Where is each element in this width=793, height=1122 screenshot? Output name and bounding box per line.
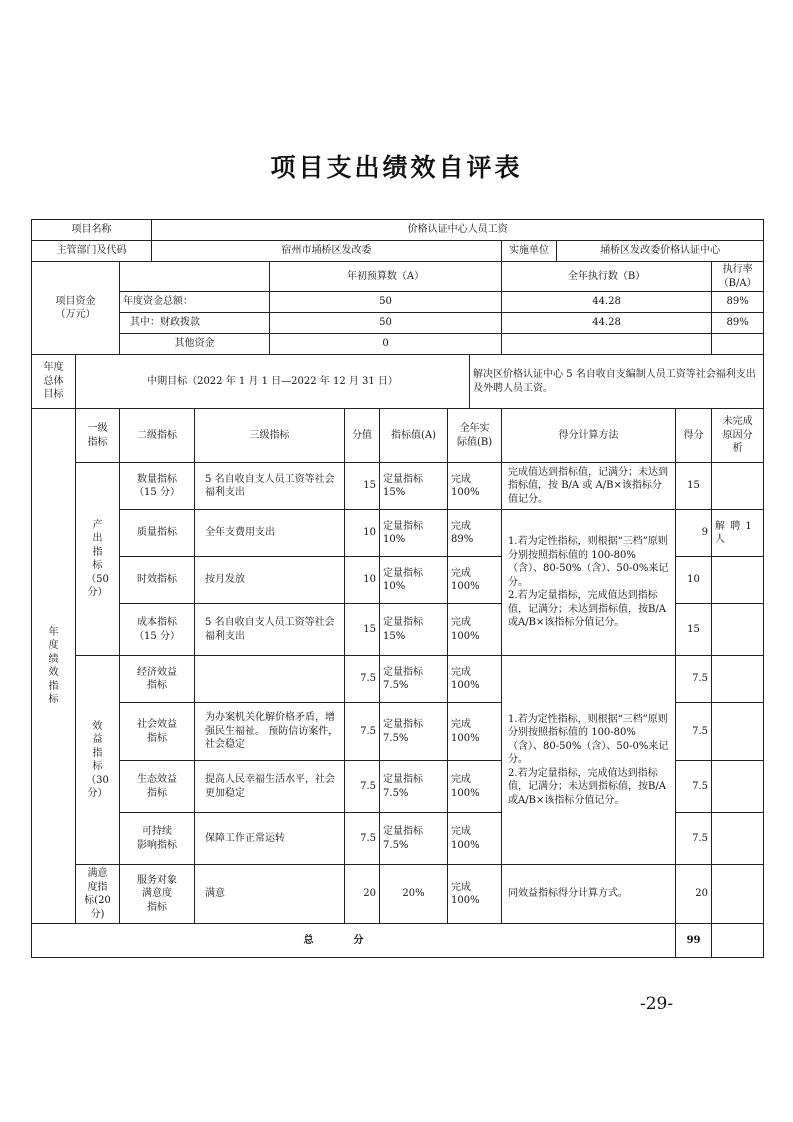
header-got: 得分 (676, 409, 712, 463)
funds-row-rate: 89% (712, 292, 764, 313)
target-cell: 20% (380, 865, 448, 924)
performance-table (31, 219, 764, 958)
level3-cell (195, 656, 345, 703)
target-cell: 定量指标 7.5% (380, 813, 448, 865)
target-cell: 定量指标 7.5% (380, 703, 448, 761)
method-cell: 1.若为定性指标，则根据“三档”原则分别按照指标值的 100-80%（含）、80-50%（含）、50-0%来记分。 2.若为定量指标，完成值达到指标值，记满分；未达到指标值，按B/A或A/B×该指标分值记分。 (502, 510, 676, 656)
score-cell: 15 (345, 604, 380, 656)
row-indicator-header (32, 409, 764, 463)
impl-label: 实施单位 (502, 241, 557, 262)
reason-cell (712, 463, 764, 510)
header-method: 得分计算方法 (502, 409, 676, 463)
reason-cell (712, 761, 764, 813)
actual-cell: 完成 100% (448, 703, 502, 761)
header-reason: 未完成 原因分 析 (712, 409, 764, 463)
goal-label: 年度 总体 目标 (32, 355, 76, 409)
header-target: 指标值(A) (380, 409, 448, 463)
funds-row-name: 其他资金 (120, 334, 270, 355)
total-label: 总分 (32, 924, 676, 958)
output-label: 产 出 指 标 （50 分） (76, 463, 120, 656)
actual-cell: 完成 100% (448, 557, 502, 604)
reason-cell (712, 557, 764, 604)
method-cell: 1.若为定性指标，则根据“三档”原则分别按照指标值的 100-80%（含）、80-50%（含）、50-0%来记分。 2.若为定量指标，完成值达到指标值，记满分；未达到指标值，按B/A或A/B×该指标分值记分。 (502, 656, 676, 865)
got-cell: 9 (676, 510, 712, 557)
method-cell: 完成值达到指标值，记满分；未达到指标值，按 B/A 或 A/B×该指标分值记分。 (502, 463, 676, 510)
level2-cell: 时效指标 (120, 557, 195, 604)
actual-cell: 完成 100% (448, 865, 502, 924)
impl-value: 埇桥区发改委价格认证中心 (557, 241, 764, 262)
row-funds-total (32, 292, 764, 313)
row-funds-header (32, 262, 764, 292)
target-cell: 定量指标 10% (380, 557, 448, 604)
score-cell: 10 (345, 510, 380, 557)
level2-cell: 可持续 影响指标 (120, 813, 195, 865)
score-cell: 7.5 (345, 703, 380, 761)
score-cell: 7.5 (345, 656, 380, 703)
got-cell: 15 (676, 463, 712, 510)
level3-cell: 提高人民幸福生活水平，社会更加稳定 (195, 761, 345, 813)
page-title: 项目支出绩效自评表 (270, 153, 523, 182)
got-cell: 7.5 (676, 656, 712, 703)
table-row (32, 656, 764, 703)
got-cell: 20 (676, 865, 712, 924)
got-cell: 15 (676, 604, 712, 656)
funds-row-budget: 50 (270, 313, 502, 334)
got-cell: 7.5 (676, 761, 712, 813)
actual-cell: 完成 100% (448, 656, 502, 703)
funds-row-budget: 50 (270, 292, 502, 313)
level2-cell: 生态效益 指标 (120, 761, 195, 813)
level2-cell: 服务对象 满意度 指标 (120, 865, 195, 924)
target-cell: 定量指标 15% (380, 463, 448, 510)
funds-row-exec: 44.28 (502, 292, 712, 313)
funds-col-budget: 年初预算数（A） (270, 262, 502, 292)
actual-cell: 完成 89% (448, 510, 502, 557)
level3-cell: 为办案机关化解价格矛盾，增强民生福祉。 预防信访案件，社会稳定 (195, 703, 345, 761)
score-cell: 20 (345, 865, 380, 924)
header-score: 分值 (345, 409, 380, 463)
funds-col-exec: 全年执行数（B） (502, 262, 712, 292)
target-cell: 定量指标 10% (380, 510, 448, 557)
total-blank (712, 924, 764, 958)
level3-cell: 5 名自收自支人员工资等社会福利支出 (195, 463, 345, 510)
funds-row-name: 其中：财政拨款 (120, 313, 270, 334)
got-cell: 7.5 (676, 813, 712, 865)
level2-cell: 数量指标 （15 分） (120, 463, 195, 510)
benefit-label: 效 益 指 标 （30 分） (76, 656, 120, 865)
header-actual: 全年实 际值(B) (448, 409, 502, 463)
reason-cell (712, 703, 764, 761)
reason-cell (712, 813, 764, 865)
actual-cell: 完成 100% (448, 761, 502, 813)
table-row (32, 463, 764, 510)
funds-row-rate (712, 334, 764, 355)
level3-cell: 5 名自收自支人员工资等社会福利支出 (195, 604, 345, 656)
got-cell: 7.5 (676, 703, 712, 761)
reason-cell: 解 聘 1 人 (712, 510, 764, 557)
target-cell: 定量指标 15% (380, 604, 448, 656)
reason-cell (712, 656, 764, 703)
header-level3: 三级指标 (195, 409, 345, 463)
goal-mid-term: 中期目标（2022 年 1 月 1 日—2022 年 12 月 31 日） (76, 355, 470, 409)
funds-row-exec (502, 334, 712, 355)
header-level1: 一级 指标 (76, 409, 120, 463)
indicator-section-label: 年 度 绩 效 指 标 (32, 409, 76, 924)
total-score: 99 (676, 924, 712, 958)
got-cell: 10 (676, 557, 712, 604)
dept-label: 主管部门及代码 (32, 241, 152, 262)
score-cell: 10 (345, 557, 380, 604)
table-row (32, 510, 764, 557)
score-cell: 7.5 (345, 813, 380, 865)
funds-col-rate: 执行率（B/A） (712, 262, 764, 292)
project-value: 价格认证中心人员工资 (152, 220, 764, 241)
project-label: 项目名称 (32, 220, 152, 241)
level2-cell: 质量指标 (120, 510, 195, 557)
funds-row-name: 年度资金总额： (120, 292, 270, 313)
table-row (32, 865, 764, 924)
actual-cell: 完成 100% (448, 813, 502, 865)
level3-cell: 按月发放 (195, 557, 345, 604)
row-goal (32, 355, 764, 409)
row-total (32, 924, 764, 958)
method-cell: 同效益指标得分计算方式。 (502, 865, 676, 924)
row-project (32, 220, 764, 241)
funds-row-exec: 44.28 (502, 313, 712, 334)
score-cell: 15 (345, 463, 380, 510)
level3-cell: 保障工作正常运转 (195, 813, 345, 865)
score-cell: 7.5 (345, 761, 380, 813)
level2-cell: 成本指标 （15 分） (120, 604, 195, 656)
row-funds-fiscal (32, 313, 764, 334)
actual-cell: 完成 100% (448, 604, 502, 656)
goal-text: 解决区价格认证中心 5 名自收自支编制人员工资等社会福利支出及外聘人员工资。 (470, 355, 764, 409)
satisfaction-label: 满意 度指 标(20 分) (76, 865, 120, 924)
target-cell: 定量指标 7.5% (380, 656, 448, 703)
level2-cell: 经济效益 指标 (120, 656, 195, 703)
reason-cell (712, 865, 764, 924)
reason-cell (712, 604, 764, 656)
level3-cell: 全年支费用支出 (195, 510, 345, 557)
level2-cell: 社会效益 指标 (120, 703, 195, 761)
funds-row-budget: 0 (270, 334, 502, 355)
funds-label: 项目资金 （万元） (32, 262, 120, 355)
target-cell: 定量指标 7.5% (380, 761, 448, 813)
funds-blank (120, 262, 270, 292)
page-number: -29- (640, 994, 674, 1014)
row-funds-other (32, 334, 764, 355)
header-level2: 二级指标 (120, 409, 195, 463)
funds-row-rate: 89% (712, 313, 764, 334)
level3-cell: 满意 (195, 865, 345, 924)
dept-value: 宿州市埇桥区发改委 (152, 241, 502, 262)
row-department (32, 241, 764, 262)
actual-cell: 完成 100% (448, 463, 502, 510)
